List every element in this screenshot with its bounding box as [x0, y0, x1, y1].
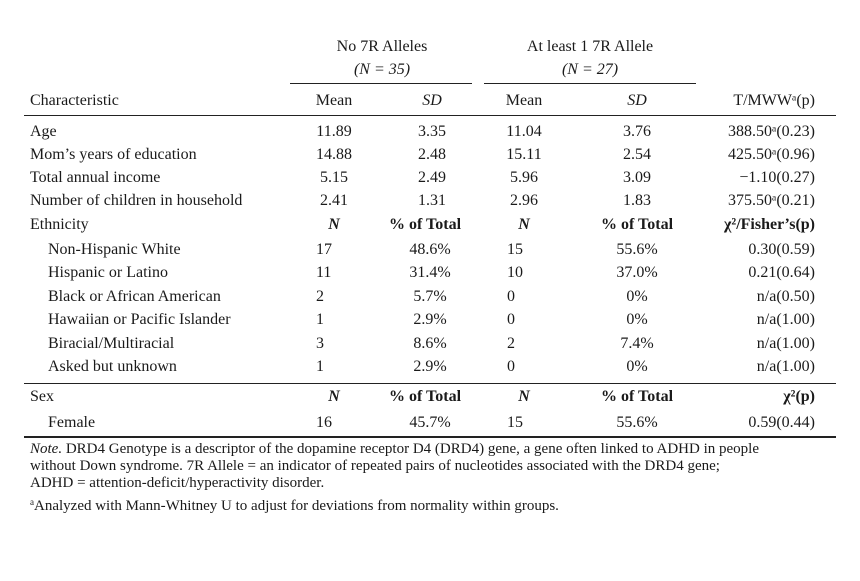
sd-header-1: SD	[422, 92, 442, 109]
sex-n-header-1: N	[328, 388, 340, 405]
note-label: Note.	[30, 441, 63, 457]
footnote	[30, 494, 830, 515]
n-1-cell: 3	[316, 335, 324, 352]
header-rule	[24, 115, 836, 116]
test-cell: 425.50ᵃ(0.96)	[727, 146, 815, 163]
test-header: T/MWWᵃ(p)	[733, 92, 815, 109]
pct-1-cell: 31.4%	[409, 264, 451, 281]
pct-2-cell: 0%	[626, 358, 648, 375]
n-2-cell: 0	[507, 311, 515, 328]
test-cell: 375.50ᵃ(0.21)	[727, 192, 815, 209]
sd-1-cell: 3.35	[418, 123, 446, 140]
sd-2-cell: 1.83	[623, 192, 651, 209]
sex-test-header: χ²(p)	[783, 388, 815, 405]
note-text-1: DRD4 Genotype is a descriptor of the dopamine receptor D4 (DRD4) gene, a gene often linked to ADHD in people	[65, 441, 759, 457]
sex-label: Sex	[30, 388, 54, 405]
note-line-3: ADHD = attention-deficit/hyperactivity disorder.	[30, 475, 325, 491]
test-cell: 388.50ᵃ(0.23)	[727, 123, 815, 140]
mean-2-cell: 11.04	[506, 123, 542, 140]
mean-1-cell: 14.88	[316, 146, 352, 163]
mean-2-cell: 2.96	[510, 192, 538, 209]
n-1-cell: 16	[316, 414, 332, 431]
mean-1-cell: 11.89	[316, 123, 352, 140]
footnote-mark: a	[30, 497, 34, 507]
pct-1-cell: 45.7%	[409, 414, 451, 431]
n-1-cell: 1	[316, 311, 324, 328]
footnote-text: Analyzed with Mann-Whitney U to adjust for deviations from normality within groups.	[34, 498, 559, 514]
row-label: Total annual income	[30, 169, 161, 186]
n-2-cell: 15	[507, 241, 523, 258]
n-2-cell: 0	[507, 288, 515, 305]
ethnicity-n-header-2: N	[518, 216, 530, 233]
test-cell: n/a(1.00)	[756, 311, 815, 328]
pct-1-cell: 8.6%	[413, 335, 447, 352]
row-label: Female	[48, 414, 96, 431]
pct-1-cell: 48.6%	[409, 241, 451, 258]
group1-rule	[290, 83, 472, 84]
test-cell: 0.59(0.44)	[748, 414, 815, 431]
group2-rule	[484, 83, 696, 84]
ethnicity-pct-header-1: % of Total	[388, 216, 462, 233]
pct-2-cell: 0%	[626, 288, 648, 305]
ethnicity-label: Ethnicity	[30, 216, 89, 233]
row-label: Age	[30, 123, 57, 140]
group1-n: (N = 35)	[353, 61, 411, 78]
pct-1-cell: 5.7%	[413, 288, 447, 305]
row-label: Hawaiian or Pacific Islander	[48, 311, 231, 328]
ethnicity-pct-header-2: % of Total	[600, 216, 674, 233]
pct-1-cell: 2.9%	[413, 358, 447, 375]
sex-pct-header-2: % of Total	[600, 388, 674, 405]
sd-2-cell: 3.76	[623, 123, 651, 140]
row-label: Hispanic or Latino	[48, 264, 168, 281]
n-1-cell: 2	[316, 288, 324, 305]
note-line-2: without Down syndrome. 7R Allele = an indicator of repeated pairs of nucleotides associated with the DRD4 gene;	[30, 458, 720, 474]
sd-2-cell: 3.09	[623, 169, 651, 186]
row-label: Number of children in household	[30, 192, 243, 209]
n-1-cell: 17	[316, 241, 332, 258]
row-label: Non-Hispanic White	[48, 241, 181, 258]
n-2-cell: 10	[507, 264, 523, 281]
group1-title: No 7R Alleles	[336, 38, 428, 55]
row-label: Mom’s years of education	[30, 146, 197, 163]
test-cell: −1.10(0.27)	[739, 169, 815, 186]
mean-header-2: Mean	[505, 92, 543, 109]
sex-pct-header-1: % of Total	[388, 388, 462, 405]
n-2-cell: 2	[507, 335, 515, 352]
sd-2-cell: 2.54	[623, 146, 651, 163]
pct-2-cell: 0%	[626, 311, 648, 328]
ethnicity-test-header: χ²/Fisher’s(p)	[724, 216, 815, 233]
test-cell: 0.30(0.59)	[748, 241, 815, 258]
test-cell: n/a(1.00)	[756, 358, 815, 375]
mean-1-cell: 2.41	[320, 192, 348, 209]
sex-n-header-2: N	[518, 388, 530, 405]
group2-n: (N = 27)	[561, 61, 619, 78]
sd-1-cell: 2.49	[418, 169, 446, 186]
n-1-cell: 11	[316, 264, 332, 281]
group2-title: At least 1 7R Allele	[526, 38, 654, 55]
pct-2-cell: 7.4%	[620, 335, 654, 352]
sd-1-cell: 1.31	[418, 192, 446, 209]
pct-1-cell: 2.9%	[413, 311, 447, 328]
note-line-1	[30, 441, 830, 458]
sd-1-cell: 2.48	[418, 146, 446, 163]
ethnicity-rule	[24, 383, 836, 384]
mean-2-cell: 15.11	[506, 146, 542, 163]
ethnicity-n-header-1: N	[328, 216, 340, 233]
pct-2-cell: 55.6%	[616, 414, 658, 431]
pct-2-cell: 37.0%	[616, 264, 658, 281]
characteristic-header: Characteristic	[30, 92, 119, 109]
pct-2-cell: 55.6%	[616, 241, 658, 258]
row-label: Biracial/Multiracial	[48, 335, 175, 352]
test-cell: 0.21(0.64)	[748, 264, 815, 281]
mean-1-cell: 5.15	[320, 169, 348, 186]
sd-header-2: SD	[627, 92, 647, 109]
n-1-cell: 1	[316, 358, 324, 375]
n-2-cell: 0	[507, 358, 515, 375]
mean-header-1: Mean	[315, 92, 353, 109]
table-bottom-rule	[24, 436, 836, 438]
row-label: Asked but unknown	[48, 358, 177, 375]
n-2-cell: 15	[507, 414, 523, 431]
row-label: Black or African American	[48, 288, 221, 305]
test-cell: n/a(0.50)	[756, 288, 815, 305]
test-cell: n/a(1.00)	[756, 335, 815, 352]
mean-2-cell: 5.96	[510, 169, 538, 186]
